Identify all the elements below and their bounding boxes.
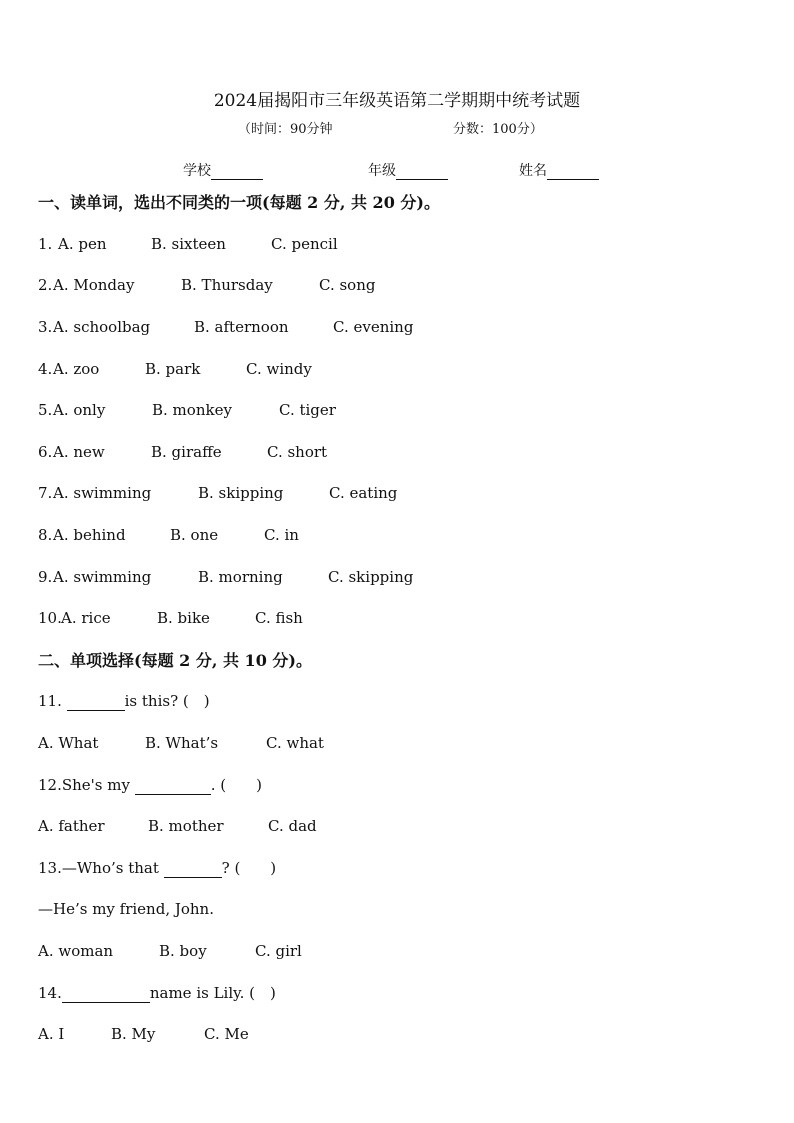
- name-blank[interactable]: [547, 165, 599, 180]
- option-b[interactable]: B. park: [145, 360, 201, 378]
- option-a[interactable]: A. new: [53, 443, 105, 461]
- page-title: 2024届揭阳市三年级英语第二学期期中统考试题: [213, 91, 581, 111]
- option-a[interactable]: A. woman: [38, 942, 114, 960]
- score-label: 分数：100分）: [453, 122, 543, 137]
- option-a[interactable]: A. father: [38, 817, 105, 835]
- section-1-heading: 一、读单词，选出不同类的一项(每题 2 分, 共 20 分)。: [38, 193, 440, 212]
- question-1: [38, 234, 338, 254]
- question-text: is this? ( ): [124, 692, 210, 710]
- question-13: [38, 858, 276, 878]
- question-7: [38, 483, 398, 503]
- option-b[interactable]: B. one: [170, 526, 219, 544]
- question-number: 14.: [38, 984, 62, 1002]
- option-a[interactable]: A. behind: [53, 526, 126, 544]
- option-c[interactable]: C. dad: [268, 817, 317, 835]
- school-label: 学校: [183, 163, 211, 179]
- school-field: [183, 160, 263, 180]
- option-c[interactable]: C. fish: [255, 609, 303, 627]
- name-label: 姓名: [519, 163, 547, 179]
- option-a[interactable]: A. only: [53, 401, 106, 419]
- question-number: 11.: [38, 692, 67, 710]
- answer-blank[interactable]: [62, 987, 150, 1003]
- question-8: [38, 525, 299, 545]
- option-c[interactable]: C. eating: [329, 484, 398, 502]
- option-c[interactable]: C. skipping: [328, 568, 414, 586]
- option-b[interactable]: B. mother: [148, 817, 224, 835]
- question-number: 4.: [38, 360, 53, 378]
- option-b[interactable]: B. giraffe: [151, 443, 222, 461]
- question-2: [38, 275, 376, 295]
- option-c[interactable]: C. girl: [255, 942, 302, 960]
- option-a[interactable]: A. swimming: [53, 484, 152, 502]
- question-number: 1.: [38, 235, 53, 253]
- question-14: [38, 983, 276, 1003]
- option-c[interactable]: C. short: [267, 443, 328, 461]
- question-3: [38, 317, 414, 337]
- name-field: [519, 160, 599, 180]
- option-a[interactable]: A. pen: [58, 235, 107, 253]
- question-number: 12.: [38, 776, 62, 794]
- question-5: [38, 400, 336, 420]
- question-text: . ( ): [210, 776, 262, 794]
- question-12: [38, 775, 262, 795]
- option-b[interactable]: B. afternoon: [194, 318, 289, 336]
- option-b[interactable]: B. What’s: [145, 734, 219, 752]
- option-c[interactable]: C. windy: [246, 360, 312, 378]
- question-text: She's my: [61, 776, 135, 794]
- option-b[interactable]: B. My: [111, 1025, 156, 1043]
- question-11: [38, 691, 210, 711]
- question-number: 9.: [38, 568, 53, 586]
- answer-blank[interactable]: [135, 779, 211, 795]
- option-b[interactable]: B. boy: [159, 942, 207, 960]
- question-9: [38, 567, 414, 587]
- option-a[interactable]: A. schoolbag: [53, 318, 151, 336]
- option-c[interactable]: C. evening: [333, 318, 414, 336]
- option-c[interactable]: C. Me: [204, 1025, 249, 1043]
- answer-blank[interactable]: [164, 862, 222, 878]
- question-4: [38, 359, 312, 379]
- option-a[interactable]: A. swimming: [53, 568, 152, 586]
- question-text: —Who’s that: [61, 859, 164, 877]
- question-number: 10.: [38, 609, 62, 627]
- question-6: [38, 442, 328, 462]
- question-13-reply: —He’s my friend, John.: [38, 900, 214, 918]
- option-b[interactable]: B. bike: [157, 609, 210, 627]
- option-b[interactable]: B. monkey: [152, 401, 232, 419]
- option-a[interactable]: A. Monday: [53, 276, 135, 294]
- option-a[interactable]: A. rice: [61, 609, 111, 627]
- question-number: 13.: [38, 859, 62, 877]
- option-c[interactable]: C. song: [319, 276, 376, 294]
- option-b[interactable]: B. Thursday: [181, 276, 273, 294]
- option-b[interactable]: B. skipping: [198, 484, 284, 502]
- question-text: ? ( ): [221, 859, 277, 877]
- grade-blank[interactable]: [396, 165, 448, 180]
- question-text: name is Lily. ( ): [149, 984, 276, 1002]
- option-a[interactable]: A. What: [38, 734, 99, 752]
- question-number: 3.: [38, 318, 53, 336]
- question-number: 7.: [38, 484, 53, 502]
- time-label: （时间：90分钟: [238, 122, 333, 137]
- option-c[interactable]: C. tiger: [279, 401, 336, 419]
- exam-meta: [238, 118, 543, 137]
- question-number: 5.: [38, 401, 53, 419]
- section-2-heading: 二、单项选择(每题 2 分, 共 10 分)。: [38, 651, 312, 670]
- option-c[interactable]: C. what: [266, 734, 324, 752]
- answer-blank[interactable]: [67, 695, 125, 711]
- grade-label: 年级: [368, 163, 396, 179]
- option-c[interactable]: C. in: [264, 526, 299, 544]
- option-b[interactable]: B. morning: [198, 568, 283, 586]
- question-number: 8.: [38, 526, 53, 544]
- grade-field: [368, 160, 448, 180]
- school-blank[interactable]: [211, 165, 263, 180]
- option-a[interactable]: A. I: [38, 1025, 65, 1043]
- option-c[interactable]: C. pencil: [271, 235, 338, 253]
- option-b[interactable]: B. sixteen: [151, 235, 226, 253]
- question-number: 2.: [38, 276, 53, 294]
- question-10: [38, 608, 303, 628]
- question-number: 6.: [38, 443, 53, 461]
- option-a[interactable]: A. zoo: [53, 360, 100, 378]
